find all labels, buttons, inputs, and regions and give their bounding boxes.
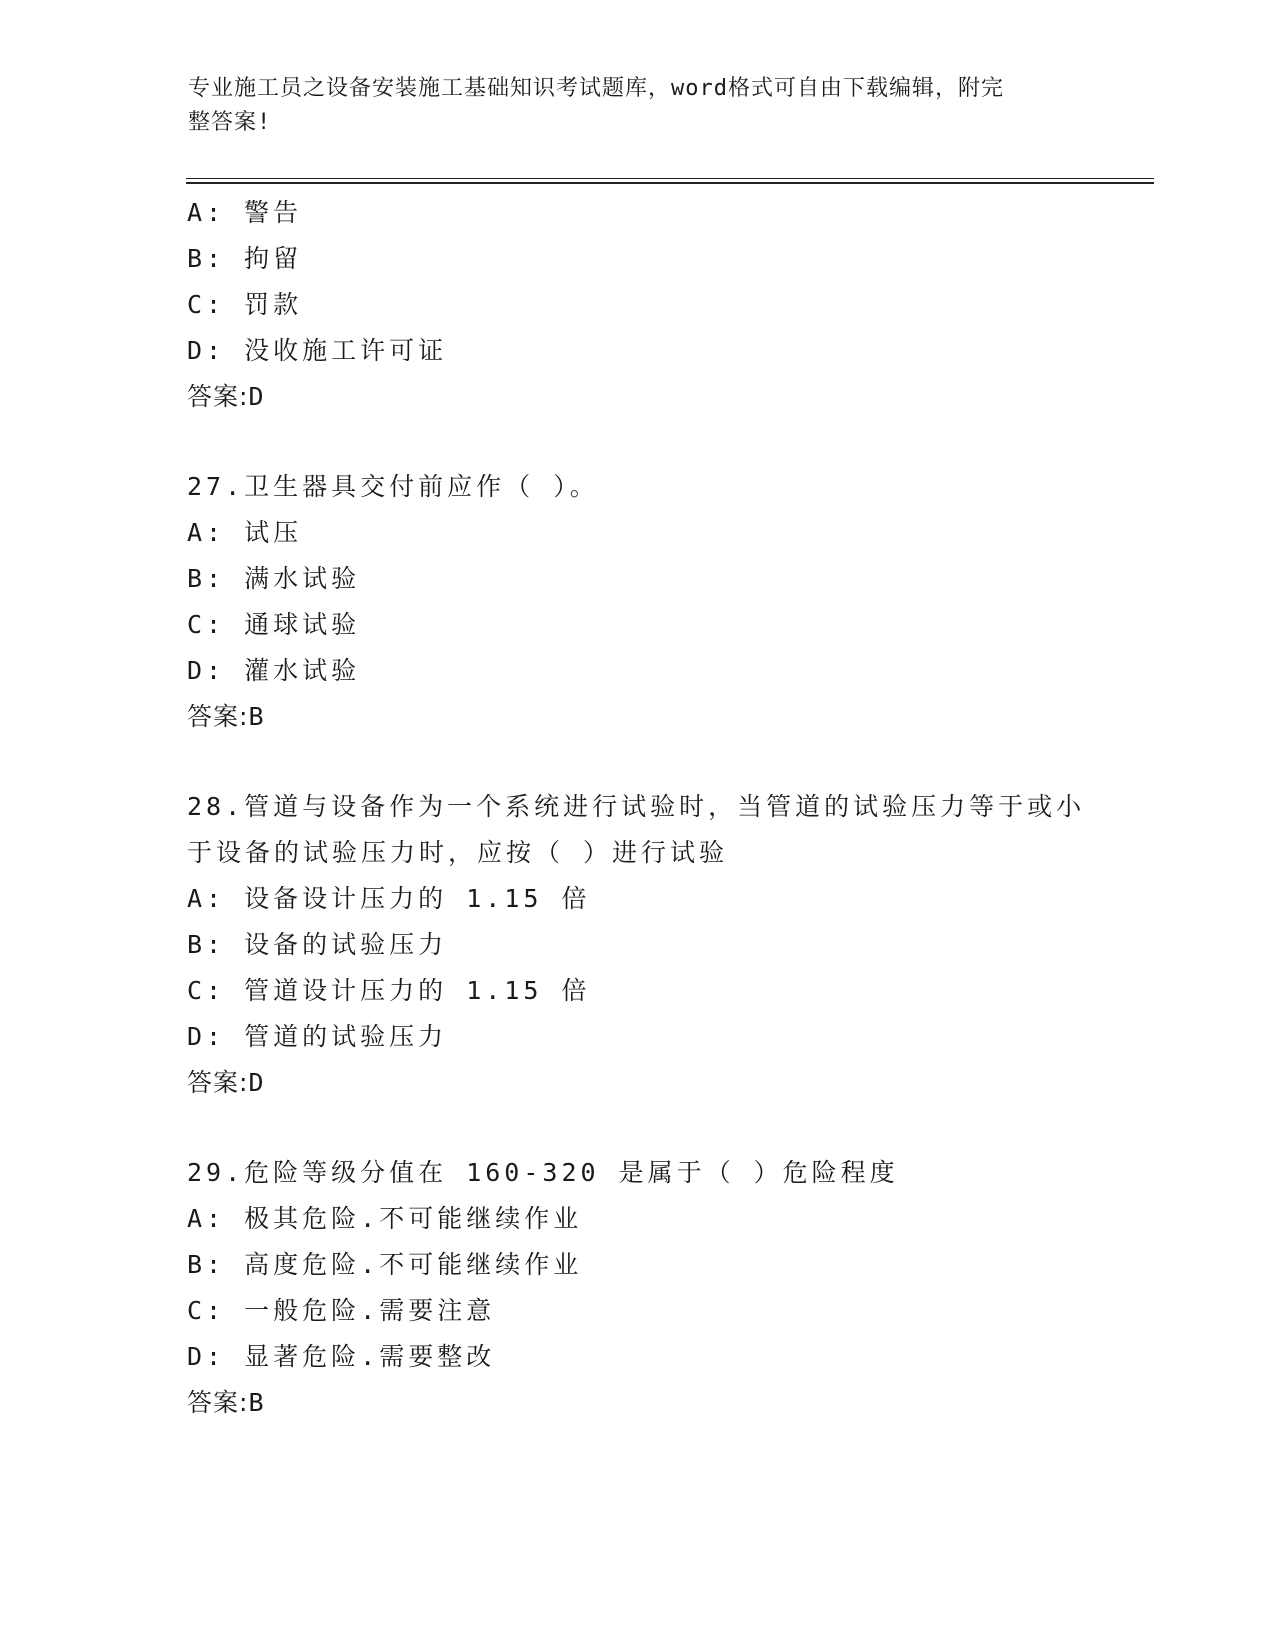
header-divider-thick: [186, 182, 1154, 184]
answer-label: 答案:: [187, 1068, 249, 1097]
option-d: D: 管道的试验压力: [187, 1022, 448, 1051]
option-b: B: 设备的试验压力: [187, 930, 448, 959]
question-27: [187, 464, 1147, 740]
option-c: C: 一般危险.需要注意: [187, 1296, 496, 1325]
answer-value: B: [248, 1388, 265, 1417]
question-stem-line1: 28.管道与设备作为一个系统进行试验时，当管道的试验压力等于或小: [187, 792, 1086, 821]
answer-value: B: [248, 702, 265, 731]
question-29: [187, 1150, 1147, 1426]
document-header: [188, 72, 1068, 140]
question-stem: 29.危险等级分值在 160-320 是属于（ ）危险程度: [187, 1158, 899, 1187]
option-a: A: 设备设计压力的 1.15 倍: [187, 884, 591, 913]
question-stem: 27.卫生器具交付前应作（ ）。: [187, 472, 599, 501]
option-d: D: 没收施工许可证: [187, 336, 448, 365]
option-c: C: 管道设计压力的 1.15 倍: [187, 976, 591, 1005]
option-a: A: 极其危险.不可能继续作业: [187, 1204, 583, 1233]
option-c: C: 通球试验: [187, 610, 361, 639]
answer-line: [187, 1060, 1147, 1106]
answer-label: 答案:: [187, 1388, 249, 1417]
answer-line: [187, 694, 1147, 740]
question-stem-line2: 于设备的试验压力时，应按（ ）进行试验: [187, 838, 729, 867]
answer-value: D: [248, 1068, 265, 1097]
answer-line: [187, 374, 1147, 420]
answer-label: 答案:: [187, 382, 249, 411]
option-a: A: 试压: [187, 518, 303, 547]
question-26: [187, 190, 1147, 420]
answer-line: [187, 1380, 1147, 1426]
header-title-line2: 整答案!: [188, 110, 272, 135]
answer-value: D: [248, 382, 265, 411]
answer-label: 答案:: [187, 702, 249, 731]
option-d: D: 灌水试验: [187, 656, 361, 685]
option-d: D: 显著危险.需要整改: [187, 1342, 496, 1371]
option-b: B: 满水试验: [187, 564, 361, 593]
question-list: [187, 190, 1147, 1426]
header-title-line1: 专业施工员之设备安装施工基础知识考试题库，word格式可自由下载编辑，附完: [188, 76, 1004, 101]
option-c: C: 罚款: [187, 290, 303, 319]
option-b: B: 高度危险.不可能继续作业: [187, 1250, 583, 1279]
option-b: B: 拘留: [187, 244, 303, 273]
question-28: [187, 784, 1147, 1106]
header-divider-thin: [186, 178, 1154, 179]
option-a: A: 警告: [187, 198, 303, 227]
